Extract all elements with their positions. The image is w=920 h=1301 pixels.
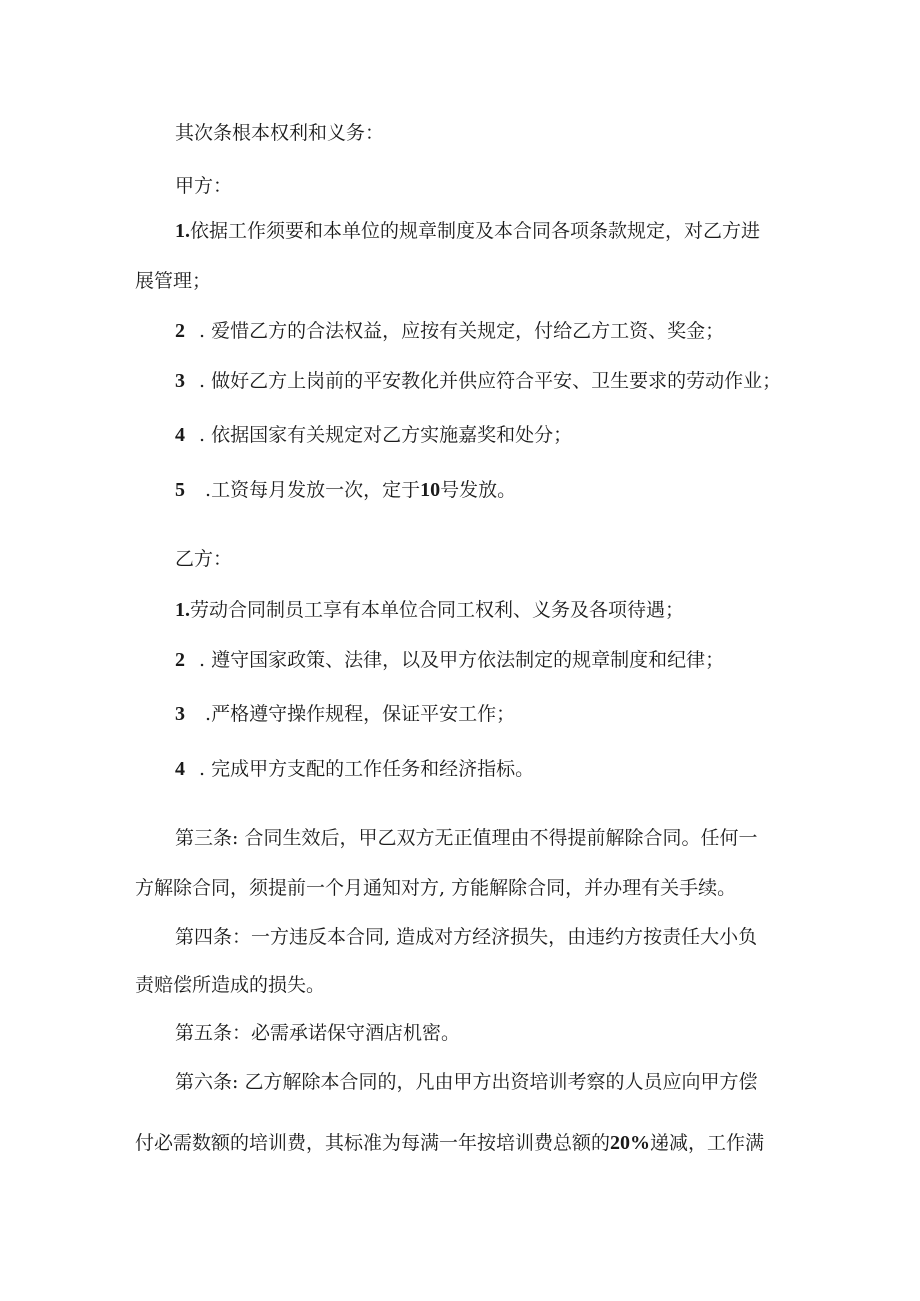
article-6-line-1: 第六条: 乙方解除本合同的，凡由甲方出资培训考察的人员应向甲方偿	[175, 1071, 758, 1093]
party-b-item-3	[175, 702, 515, 726]
article-6-line-2	[135, 1131, 764, 1155]
party-b-item-1	[175, 598, 684, 622]
party-b-item-4	[175, 757, 534, 781]
item-text: . 做好乙方上岗前的平安教化并供应符合平安、卫生要求的劳动作业；	[199, 370, 782, 392]
party-a-item-5	[175, 478, 516, 502]
party-b-item-2	[175, 648, 724, 672]
item-text: . 遵守国家政策、法律，以及甲方依法制定的规章制度和纪律；	[199, 649, 725, 671]
item-text: . 完成甲方支配的工作任务和经济指标。	[199, 758, 535, 780]
item-text: . 依据国家有关规定对乙方实施嘉奖和处分；	[199, 424, 573, 446]
item-text: 依据工作须要和本单位的规章制度及本合同各项条款规定，对乙方进	[190, 220, 761, 242]
text-segment: 付必需数额的培训费，其标准为每满一年按培训费总额的	[135, 1132, 611, 1154]
article-3-line-1: 第三条: 合同生效后，甲乙双方无正值理由不得提前解除合同。任何一	[175, 827, 758, 849]
item-text: . 爱惜乙方的合法权益，应按有关规定，付给乙方工资、奖金；	[199, 320, 725, 342]
item-text: 劳动合同制员工享有本单位合同工权利、义务及各项待遇；	[190, 599, 685, 621]
article-5-line-1: 第五条：必需承诺保守酒店机密。	[175, 1022, 461, 1044]
percent-number: 20%	[610, 1132, 651, 1154]
item-number: 3	[175, 370, 185, 392]
pay-day-number: 10	[420, 479, 441, 501]
item-number: 2	[175, 320, 185, 342]
party-a-label: 甲方：	[175, 175, 233, 197]
party-a-item-4	[175, 423, 572, 447]
item-number: 4	[175, 424, 185, 446]
item-number: 1.	[175, 599, 190, 621]
item-number: 3	[175, 703, 185, 725]
party-a-item-1	[175, 219, 760, 243]
item-number: 4	[175, 758, 185, 780]
article-3-line-2: 方解除合同，须提前一个月通知对方, 方能解除合同，并办理有关手续。	[135, 877, 737, 899]
item-number: 1.	[175, 220, 190, 242]
party-a-item-3	[175, 369, 781, 393]
item-number: 5	[175, 479, 185, 501]
item-number: 2	[175, 649, 185, 671]
party-a-item-1-continuation: 展管理；	[135, 270, 212, 292]
text-segment: 递减，工作满	[650, 1132, 765, 1154]
item-text: .工资每月发放一次，定于	[199, 479, 421, 501]
article-2-heading: 其次条根本权利和义务：	[175, 122, 385, 144]
article-4-line-2: 责赔偿所造成的损失。	[135, 974, 326, 996]
item-text: .严格遵守操作规程，保证平安工作；	[199, 703, 516, 725]
party-a-item-2	[175, 319, 724, 343]
article-4-line-1: 第四条：一方违反本合同, 造成对方经济损失，由违约方按责任大小负	[175, 926, 758, 948]
party-b-label: 乙方：	[175, 548, 233, 570]
item-text: 号发放。	[440, 479, 517, 501]
